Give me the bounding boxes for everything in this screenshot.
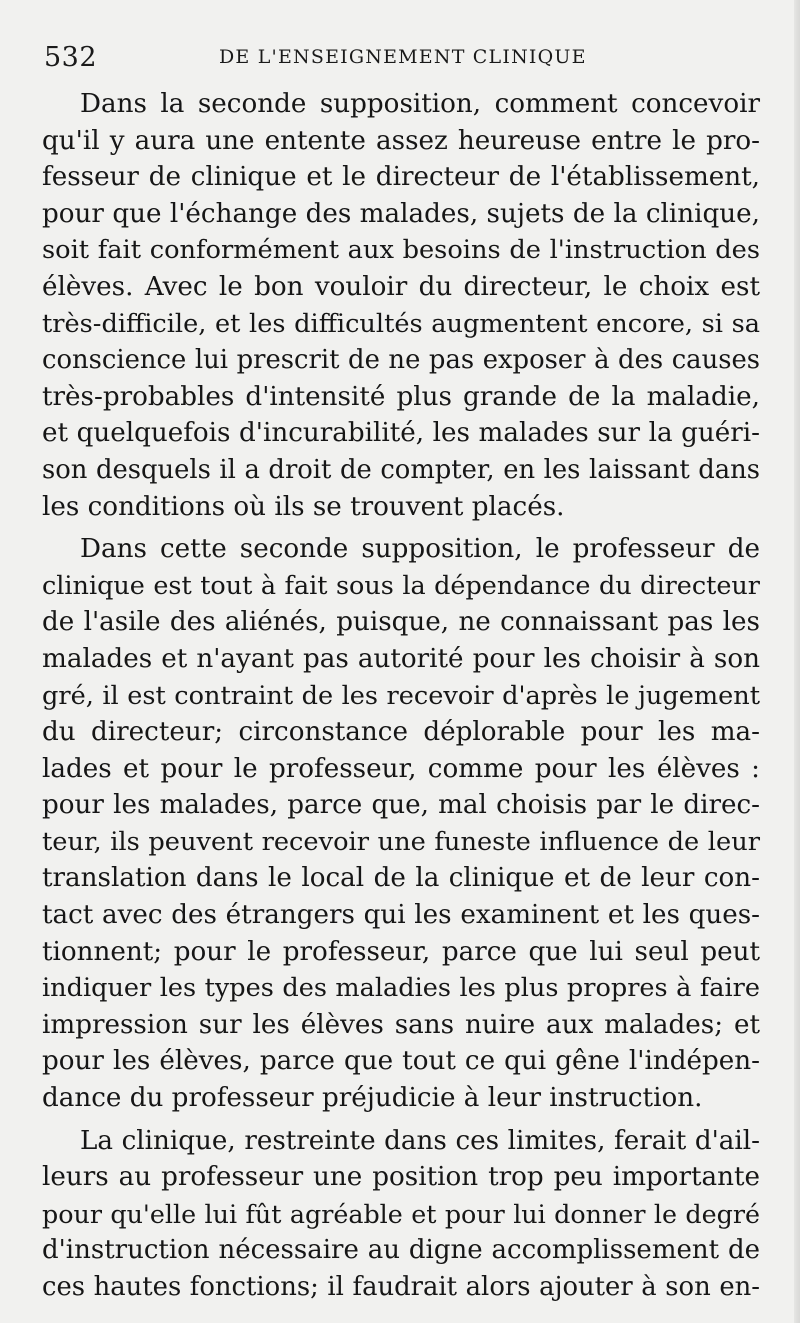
text-line: La clinique, restreinte dans ces limites, ferait d'ail- (80, 1125, 760, 1156)
text-line: pour les élèves, parce que tout ce qui gêne l'indépen- (42, 1046, 760, 1077)
text-line: très-probables d'intensité plus grande de la maladie, (42, 381, 760, 412)
text-line: les conditions où ils se trouvent placés. (42, 491, 565, 522)
paragraph (42, 1123, 760, 1306)
text-line: élèves. Avec le bon vouloir du directeur, le choix est (42, 271, 760, 302)
text-line: tact avec des étrangers qui les examinent et les ques- (42, 900, 760, 931)
text-line: d'instruction nécessaire au digne accomplissement de (42, 1235, 760, 1266)
paragraph (42, 531, 760, 1117)
text-line: son desquels il a droit de compter, en les laissant dans (42, 454, 760, 485)
text-line: malades et n'ayant pas autorité pour les choisir à son (42, 643, 760, 674)
text-line: translation dans le local de la clinique et de leur con- (42, 863, 760, 894)
body-text (42, 86, 760, 1312)
text-line: du directeur; circonstance déplorable pour les ma- (42, 717, 760, 748)
text-line: Dans la seconde supposition, comment concevoir (80, 89, 760, 119)
text-line: leurs au professeur une position trop peu importante (42, 1162, 760, 1193)
text-line: dance du professeur préjudicie à leur instruction. (42, 1083, 703, 1114)
text-line: tionnent; pour le professeur, parce que lui seul peut (42, 936, 760, 967)
text-line: indiquer les types des maladies les plus propres à faire (42, 973, 760, 1004)
paragraph (42, 86, 760, 525)
text-line: très-difficile, et les difficultés augmentent encore, si sa (42, 308, 760, 339)
text-line: soit fait conformément aux besoins de l'instruction des (42, 235, 760, 266)
text-line: conscience lui prescrit de ne pas exposer à des causes (42, 345, 760, 376)
text-line: clinique est tout à fait sous la dépendance du directeur (42, 570, 760, 601)
text-line: lades et pour le professeur, comme pour les élèves : (42, 753, 760, 784)
text-line: ces hautes fonctions; il faudrait alors ajouter à son en- (42, 1272, 760, 1302)
text-line: pour les malades, parce que, mal choisis par le direc- (42, 790, 760, 821)
text-line: gré, il est contraint de les recevoir d'après le jugement (42, 680, 760, 711)
running-title: DE L'ENSEIGNEMENT CLINIQUE (219, 46, 587, 68)
page-header (44, 38, 764, 78)
text-line: teur, ils peuvent recevoir une funeste influence de leur (42, 826, 760, 857)
text-line: de l'asile des aliénés, puisque, ne connaissant pas les (42, 607, 760, 638)
text-line: qu'il y aura une entente assez heureuse entre le pro- (42, 125, 760, 156)
text-line: Dans cette seconde supposition, le professeur de (80, 534, 760, 565)
text-line: pour que l'échange des malades, sujets de la clinique, (42, 198, 760, 229)
text-line: impression sur les élèves sans nuire aux malades; et (42, 1009, 760, 1040)
text-line: et quelquefois d'incurabilité, les malades sur la guéri- (42, 418, 760, 449)
page-number: 532 (44, 42, 98, 73)
text-line: pour qu'elle lui fût agréable et pour lui donner le degré (42, 1198, 760, 1229)
text-line: fesseur de clinique et le directeur de l'établissement, (42, 162, 760, 193)
